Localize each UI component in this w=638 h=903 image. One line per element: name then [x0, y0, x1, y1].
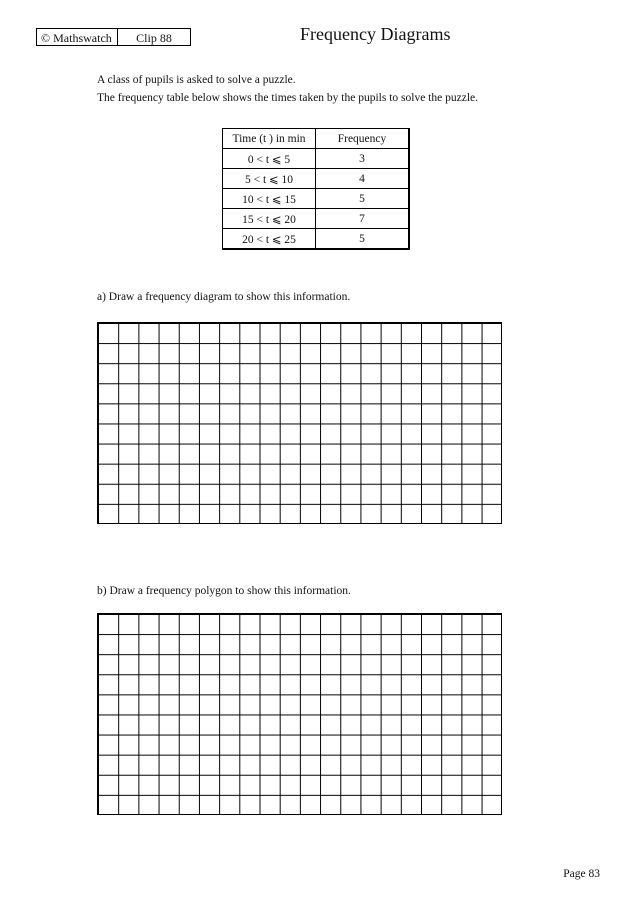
frequency-cell: 7 [316, 209, 410, 229]
table-row [223, 229, 410, 250]
frequency-cell: 3 [316, 149, 410, 169]
question-b: b) Draw a frequency polygon to show this information. [97, 585, 351, 597]
table-header-row [223, 129, 410, 149]
table-row [223, 149, 410, 169]
frequency-cell: 4 [316, 169, 410, 189]
copyright-brand: © Mathswatch [36, 28, 118, 46]
time-cell: 10 < t ⩽ 15 [223, 189, 316, 209]
intro-line-1: A class of pupils is asked to solve a puzzle. [97, 74, 296, 86]
page-title: Frequency Diagrams [300, 24, 451, 44]
table-row [223, 169, 410, 189]
answer-grid-a [97, 322, 502, 524]
question-a: a) Draw a frequency diagram to show this information. [97, 291, 351, 303]
frequency-cell: 5 [316, 229, 410, 250]
time-cell: 20 < t ⩽ 25 [223, 229, 316, 250]
time-cell: 0 < t ⩽ 5 [223, 149, 316, 169]
header-frequency: Frequency [316, 129, 410, 149]
frequency-table [222, 128, 410, 250]
header-time: Time (t ) in min [223, 129, 316, 149]
answer-grid-b [97, 613, 502, 815]
page-number: Page 83 [563, 868, 600, 880]
time-cell: 5 < t ⩽ 10 [223, 169, 316, 189]
intro-line-2: The frequency table below shows the times taken by the pupils to solve the puzzle. [97, 92, 478, 104]
table-row [223, 209, 410, 229]
table-row [223, 189, 410, 209]
time-cell: 15 < t ⩽ 20 [223, 209, 316, 229]
frequency-cell: 5 [316, 189, 410, 209]
clip-number: Clip 88 [117, 28, 191, 46]
